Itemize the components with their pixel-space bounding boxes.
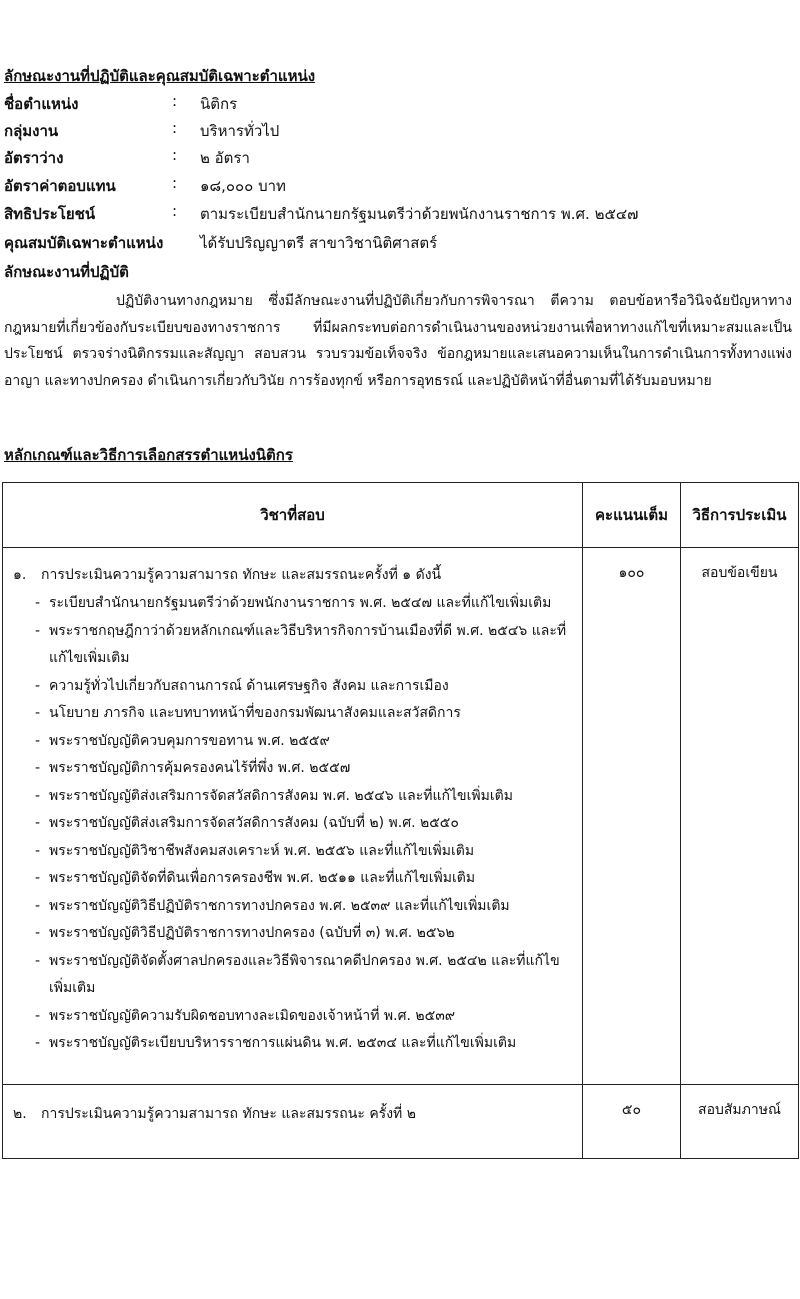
topic-text: พระราชบัญญัติระเบียบบริหารราชการแผ่นดิน พ.ศ. ๒๕๓๔ และที่แก้ไขเพิ่มเติม <box>49 1035 517 1051</box>
topic-text: พระราชบัญญัติจัดตั้งศาลปกครองและวิธีพิจารณาคดีปกครอง พ.ศ. ๒๕๔๒ และที่แก้ไขเพิ่มเติม <box>49 952 560 996</box>
list-item: - พระราชบัญญัติส่งเสริมการจัดสวัสดิการสังคม พ.ศ. ๒๕๔๖ และที่แก้ไขเพิ่มเติม <box>35 787 513 804</box>
topic-text: พระราชบัญญัติส่งเสริมการจัดสวัสดิการสังคม (ฉบับที่ ๒) พ.ศ. ๒๕๕๐ <box>49 815 459 831</box>
duty-title: ลักษณะงานที่ปฏิบัติ <box>4 263 129 281</box>
list-item: - พระราชบัญญัติควบคุมการขอทาน พ.ศ. ๒๕๕๙ <box>35 732 330 749</box>
subject-number: ๑. <box>13 567 27 583</box>
list-item: - ระเบียบสำนักนายกรัฐมนตรีว่าด้วยพนักงานราชการ พ.ศ. ๒๕๔๗ และที่แก้ไขเพิ่มเติม <box>35 595 552 611</box>
subject-title: การประเมินความรู้ความสามารถ ทักษะ และสมรรถนะ ครั้งที่ ๒ <box>41 1106 416 1122</box>
score-cell: ๕๐ <box>583 1085 681 1159</box>
topic-text: พระราชบัญญัติส่งเสริมการจัดสวัสดิการสังคม พ.ศ. ๒๕๔๖ และที่แก้ไขเพิ่มเติม <box>49 787 513 804</box>
topic-text: พระราชบัญญัติวิชาชีพสังคมสงเคราะห์ พ.ศ. ๒๕๕๖ และที่แก้ไขเพิ่มเติม <box>49 842 475 859</box>
info-label: คุณสมบัติเฉพาะตำแหน่ง <box>4 234 164 252</box>
info-value: บริหารทั่วไป <box>200 122 280 140</box>
list-item: - พระราชกฤษฎีกาว่าด้วยหลักเกณฑ์และวิธีบริหารกิจการบ้านเมืองที่ดี พ.ศ. ๒๕๔๖ และที่แก้ไขเพิ่มเติม <box>35 622 567 666</box>
topic-list <box>9 590 572 1058</box>
list-item: - พระราชบัญญัติส่งเสริมการจัดสวัสดิการสังคม (ฉบับที่ ๒) พ.ศ. ๒๕๕๐ <box>35 815 459 831</box>
list-item: - พระราชบัญญัติความรับผิดชอบทางละเมิดของเจ้าหน้าที่ พ.ศ. ๒๕๓๙ <box>35 1007 456 1024</box>
method-cell: สอบข้อเขียน <box>681 548 799 1085</box>
selection-heading: หลักเกณฑ์และวิธีการเลือกสรรตำแหน่งนิติกร <box>4 446 293 464</box>
header-method: วิธีการประเมิน <box>681 483 799 548</box>
table-row <box>3 1085 799 1159</box>
header-subject: วิชาที่สอบ <box>3 483 583 548</box>
header-score: คะแนนเต็ม <box>583 483 681 548</box>
list-item: - ความรู้ทั่วไปเกี่ยวกับสถานการณ์ ด้านเศรษฐกิจ สังคม และการเมือง <box>35 677 449 694</box>
subject-title: การประเมินความรู้ความสามารถ ทักษะ และสมรรถนะครั้งที่ ๑ ดังนี้ <box>41 567 442 583</box>
list-item: - พระราชบัญญัติวิชาชีพสังคมสงเคราะห์ พ.ศ. ๒๕๕๖ และที่แก้ไขเพิ่มเติม <box>35 842 475 859</box>
duty-paragraph: ปฏิบัติงานทางกฎหมาย ซึ่งมีลักษณะงานที่ปฏิบัติเกี่ยวกับการพิจารณา ตีความ ตอบข้อหารือวินิจฉัยปัญหาทางกฎหมายที่เกี่ยวข้องกับระเบียบของทางราชการ ที่มีผลกระทบต่อการดำเนินงานของหน่วยงานเพื่อหาทางแก้ไขที่เหมาะสมและเป็นประโยชน์ ตรวจร่างนิติกรรมและสัญญา สอบสวน รวบรวมข้อเท็จจริง ข้อกฎหมายและเสนอความเห็นในการดำเนินการทั้งทางแพ่ง อาญา และทางปกครอง ดำเนินการเกี่ยวกับวินัย การร้องทุกข์ หรือการอุทธรณ์ และปฏิบัติหน้าที่อื่นตามที่ได้รับมอบหมาย <box>4 293 792 389</box>
list-item: - พระราชบัญญัติระเบียบบริหารราชการแผ่นดิน พ.ศ. ๒๕๓๔ และที่แก้ไขเพิ่มเติม <box>35 1035 517 1051</box>
table-row <box>3 548 799 1085</box>
list-item: - พระราชบัญญัติจัดตั้งศาลปกครองและวิธีพิจารณาคดีปกครอง พ.ศ. ๒๕๔๒ และที่แก้ไขเพิ่มเติม <box>35 952 560 996</box>
list-item: - นโยบาย ภารกิจ และบทบาทหน้าที่ของกรมพัฒนาสังคมและสวัสดิการ <box>35 705 461 721</box>
info-value: นิติกร <box>200 95 238 113</box>
score-cell: ๑๐๐ <box>583 548 681 1085</box>
topic-text: ระเบียบสำนักนายกรัฐมนตรีว่าด้วยพนักงานราชการ พ.ศ. ๒๕๔๗ และที่แก้ไขเพิ่มเติม <box>49 595 552 611</box>
info-colon: : <box>172 119 178 137</box>
topic-text: พระราชบัญญัติจัดที่ดินเพื่อการครองชีพ พ.ศ. ๒๕๑๑ และที่แก้ไขเพิ่มเติม <box>49 870 476 886</box>
topic-text: พระราชบัญญัติวิธีปฏิบัติราชการทางปกครอง (ฉบับที่ ๓) พ.ศ. ๒๕๖๒ <box>49 925 455 941</box>
subject-number: ๒. <box>13 1106 27 1122</box>
table-header-row <box>3 483 799 548</box>
spec-heading: ลักษณะงานที่ปฏิบัติและคุณสมบัติเฉพาะตำแหน่ง <box>4 67 316 85</box>
subject-heading <box>9 562 572 588</box>
list-item: - พระราชบัญญัติการคุ้มครองคนไร้ที่พึ่ง พ.ศ. ๒๕๕๗ <box>35 760 351 776</box>
info-colon: : <box>172 146 178 164</box>
subject-cell <box>3 548 583 1085</box>
info-label: อัตราค่าตอบแทน <box>4 177 116 195</box>
info-label: กลุ่มงาน <box>4 122 59 140</box>
subject-cell <box>3 1085 583 1159</box>
list-item: - พระราชบัญญัติวิธีปฏิบัติราชการทางปกครอง (ฉบับที่ ๓) พ.ศ. ๒๕๖๒ <box>35 925 455 941</box>
topic-text: พระราชบัญญัติความรับผิดชอบทางละเมิดของเจ้าหน้าที่ พ.ศ. ๒๕๓๙ <box>49 1007 456 1024</box>
info-value: ได้รับปริญญาตรี สาขาวิชานิติศาสตร์ <box>200 234 438 252</box>
info-colon: : <box>172 174 178 192</box>
list-item: - พระราชบัญญัติจัดที่ดินเพื่อการครองชีพ พ.ศ. ๒๕๑๑ และที่แก้ไขเพิ่มเติม <box>35 870 476 886</box>
info-colon: : <box>172 92 178 110</box>
topic-text: พระราชบัญญัติการคุ้มครองคนไร้ที่พึ่ง พ.ศ. ๒๕๕๗ <box>49 760 351 776</box>
topic-text: พระราชกฤษฎีกาว่าด้วยหลักเกณฑ์และวิธีบริหารกิจการบ้านเมืองที่ดี พ.ศ. ๒๕๔๖ และที่แก้ไขเพิ่มเติม <box>49 622 567 666</box>
method-cell: สอบสัมภาษณ์ <box>681 1085 799 1159</box>
info-value: ตามระเบียบสำนักนายกรัฐมนตรีว่าด้วยพนักงานราชการ พ.ศ. ๒๕๔๗ <box>200 205 639 223</box>
topic-text: นโยบาย ภารกิจ และบทบาทหน้าที่ของกรมพัฒนาสังคมและสวัสดิการ <box>49 705 461 721</box>
info-value: ๒ อัตรา <box>200 149 250 167</box>
topic-text: พระราชบัญญัติวิธีปฏิบัติราชการทางปกครอง พ.ศ. ๒๕๓๙ และที่แก้ไขเพิ่มเติม <box>49 897 510 914</box>
topic-text: พระราชบัญญัติควบคุมการขอทาน พ.ศ. ๒๕๕๙ <box>49 732 330 749</box>
info-value: ๑๘,๐๐๐ บาท <box>200 177 286 195</box>
info-label: อัตราว่าง <box>4 149 64 167</box>
info-label: สิทธิประโยชน์ <box>4 205 96 223</box>
info-label: ชื่อตำแหน่ง <box>4 95 79 113</box>
list-item: - พระราชบัญญัติวิธีปฏิบัติราชการทางปกครอง พ.ศ. ๒๕๓๙ และที่แก้ไขเพิ่มเติม <box>35 897 510 914</box>
topic-text: ความรู้ทั่วไปเกี่ยวกับสถานการณ์ ด้านเศรษฐกิจ สังคม และการเมือง <box>49 677 449 694</box>
info-colon: : <box>172 202 178 220</box>
exam-table <box>2 482 799 1159</box>
subject-heading <box>9 1101 572 1127</box>
